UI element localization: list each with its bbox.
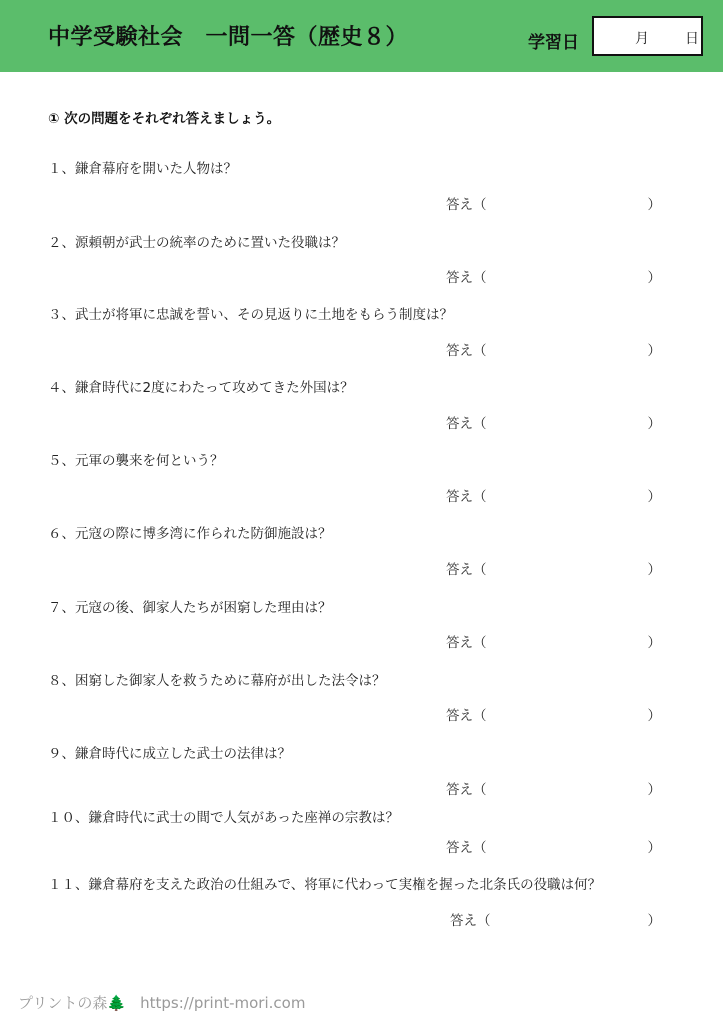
question-8: ８、困窮した御家人を救うために幕府が出した法令は？ bbox=[48, 673, 386, 689]
worksheet-title: 中学受験社会 一問一答（歴史８） bbox=[48, 25, 409, 50]
site-url-link[interactable]: https://print-mori.com bbox=[140, 994, 306, 1012]
answer-label: 答え（ bbox=[450, 913, 491, 929]
answer-close-paren: ） bbox=[647, 416, 661, 432]
study-date-label: 学習日 bbox=[528, 33, 579, 53]
answer-field-8[interactable] bbox=[446, 704, 661, 722]
question-9: ９、鎌倉時代に成立した武士の法律は？ bbox=[48, 746, 291, 762]
footer bbox=[18, 992, 305, 1013]
answer-field-11[interactable] bbox=[450, 909, 661, 927]
answer-close-paren: ） bbox=[647, 562, 661, 578]
answer-close-paren: ） bbox=[647, 708, 661, 724]
answer-close-paren: ） bbox=[647, 782, 661, 798]
question-7: ７、元寇の後、御家人たちが困窮した理由は？ bbox=[48, 600, 332, 616]
answer-label: 答え（ bbox=[446, 840, 487, 856]
answer-close-paren: ） bbox=[647, 343, 661, 359]
answer-close-paren: ） bbox=[647, 840, 661, 856]
instruction-text: ① 次の問題をそれぞれ答えましょう。 bbox=[48, 111, 281, 127]
day-label: 日 bbox=[685, 31, 699, 47]
header-bar bbox=[0, 0, 723, 72]
study-date-box[interactable] bbox=[592, 16, 703, 56]
answer-field-10[interactable] bbox=[446, 836, 661, 854]
tree-icon: 🌲 bbox=[107, 994, 127, 1012]
answer-label: 答え（ bbox=[446, 489, 487, 505]
answer-label: 答え（ bbox=[446, 562, 487, 578]
question-11: １１、鎌倉幕府を支えた政治の仕組みで、将軍に代わって実権を握った北条氏の役職は何？ bbox=[48, 877, 602, 893]
question-5: ５、元軍の襲来を何という？ bbox=[48, 453, 224, 469]
answer-field-1[interactable] bbox=[446, 193, 661, 211]
question-4: ４、鎌倉時代に2度にわたって攻めてきた外国は？ bbox=[48, 380, 354, 396]
answer-label: 答え（ bbox=[446, 197, 487, 213]
month-label: 月 bbox=[635, 31, 649, 47]
question-1: １、鎌倉幕府を開いた人物は？ bbox=[48, 161, 237, 177]
answer-label: 答え（ bbox=[446, 270, 487, 286]
answer-label: 答え（ bbox=[446, 343, 487, 359]
answer-field-5[interactable] bbox=[446, 485, 661, 503]
answer-label: 答え（ bbox=[446, 416, 487, 432]
answer-close-paren: ） bbox=[647, 489, 661, 505]
answer-field-4[interactable] bbox=[446, 412, 661, 430]
answer-field-9[interactable] bbox=[446, 778, 661, 796]
answer-close-paren: ） bbox=[647, 913, 661, 929]
answer-label: 答え（ bbox=[446, 782, 487, 798]
question-3: ３、武士が将軍に忠誠を誓い、その見返りに土地をもらう制度は？ bbox=[48, 307, 453, 323]
answer-field-6[interactable] bbox=[446, 558, 661, 576]
answer-label: 答え（ bbox=[446, 635, 487, 651]
answer-close-paren: ） bbox=[647, 197, 661, 213]
answer-field-3[interactable] bbox=[446, 339, 661, 357]
brand-name: プリントの森 bbox=[18, 994, 108, 1012]
answer-close-paren: ） bbox=[647, 635, 661, 651]
question-10: １０、鎌倉時代に武士の間で人気があった座禅の宗教は？ bbox=[48, 810, 399, 826]
answer-field-2[interactable] bbox=[446, 266, 661, 284]
answer-close-paren: ） bbox=[647, 270, 661, 286]
question-6: ６、元寇の際に博多湾に作られた防御施設は？ bbox=[48, 526, 332, 542]
answer-field-7[interactable] bbox=[446, 631, 661, 649]
answer-label: 答え（ bbox=[446, 708, 487, 724]
question-2: ２、源頼朝が武士の統率のために置いた役職は？ bbox=[48, 235, 345, 251]
